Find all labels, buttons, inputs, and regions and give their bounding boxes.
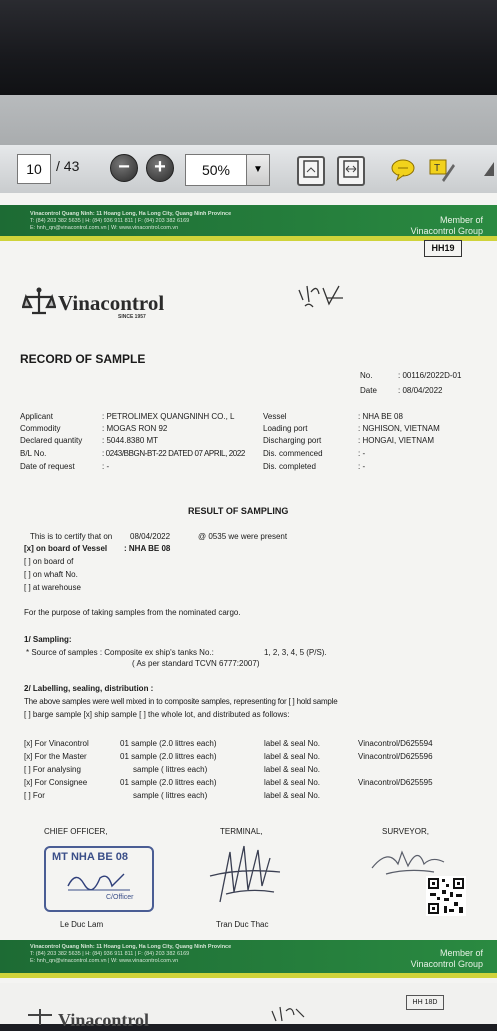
logo-emblem-icon: [22, 287, 56, 322]
labelling-text-2: [ ] barge sample [x] ship sample [ ] the whole lot, and distributed as follows:: [24, 710, 290, 719]
next-page-preview: [0, 983, 497, 1030]
dist-who: [x] For Vinacontrol: [24, 739, 89, 748]
bl-no-label: B/L No.: [20, 449, 47, 458]
certify-time: @ 0535 we were present: [198, 532, 288, 541]
source-of-samples: * Source of samples : Composite ex ship's tanks No.:: [26, 648, 214, 657]
next-logo-emblem-icon: [26, 1009, 54, 1025]
zoom-dropdown-button[interactable]: [246, 154, 270, 186]
check-on-board: [ ] on board of: [24, 557, 74, 566]
toolbar-upper-strip: [0, 95, 497, 145]
no-label: No.: [360, 371, 373, 380]
qr-code-icon: [426, 876, 466, 916]
terminal-name: Tran Duc Thac: [216, 920, 269, 929]
result-heading: RESULT OF SAMPLING: [188, 506, 289, 516]
chevron-down-icon: ▼: [253, 164, 263, 175]
dist-who: [ ] For: [24, 791, 45, 800]
header-line-2: T: (84) 203 382 5635 | H: (84) 936 911 811 | F: (84) 203 382 6169: [30, 218, 190, 224]
next-page-logo: Vinacontrol: [58, 1010, 150, 1030]
labelling-text-1: The above samples were well mixed in to composite samples, representing for [ ] hold sample: [24, 697, 338, 706]
dist-seal: label & seal No.: [264, 778, 321, 787]
stamp-title: MT NHA BE 08: [52, 851, 128, 863]
dis-completed-value: : -: [358, 462, 366, 471]
group-name: Vinacontrol Group: [410, 226, 483, 236]
footer-member-of: Member of: [439, 948, 483, 958]
tank-numbers: 1, 2, 3, 4, 5 (P/S).: [264, 648, 327, 657]
check-on-whaft: [ ] on whaft No.: [24, 570, 78, 579]
dist-qty: 01 sample (2.0 littres each): [120, 752, 217, 761]
footer-line-2: T: (84) 203 382 5635 | H: (84) 936 911 811 | F: (84) 203 382 6169: [30, 951, 190, 957]
date-value: : 08/04/2022: [398, 386, 443, 395]
page-total: / 43: [56, 158, 80, 174]
next-page-code: HH 18D: [406, 995, 444, 1010]
certify-text: This is to certify that on: [30, 532, 113, 541]
dist-seal: label & seal No.: [264, 765, 321, 774]
zoom-level-field[interactable]: 50%: [185, 154, 247, 186]
dist-code: Vinacontrol/D625595: [358, 778, 433, 787]
commodity-label: Commodity: [20, 424, 61, 433]
dist-code: Vinacontrol/D625596: [358, 752, 433, 761]
logo-wordmark: Vinacontrol: [58, 291, 165, 315]
page-title: RECORD OF SAMPLE: [20, 352, 146, 366]
board-vessel-check: [x] on board of Vessel: [24, 544, 108, 553]
stamp-role: C/Officer: [106, 894, 134, 901]
form-code: HH19: [424, 240, 462, 257]
chief-officer-name: Le Duc Lam: [60, 920, 104, 929]
page-number-input[interactable]: 10: [17, 154, 51, 184]
next-initials-signature: [268, 1003, 308, 1023]
highlight-text-icon[interactable]: [428, 156, 452, 182]
date-of-request-value: : -: [102, 462, 110, 471]
panel-arrow-icon[interactable]: [482, 156, 496, 182]
dark-top-bezel: [0, 0, 497, 95]
declared-quantity-value: : 5044.8380 MT: [102, 436, 159, 445]
dist-seal: label & seal No.: [264, 752, 321, 761]
board-vessel-value: : NHA BE 08: [124, 544, 171, 553]
zoom-out-button[interactable]: −: [110, 154, 138, 182]
footer-member: [411, 948, 483, 970]
header-yellow-stripe: [0, 236, 497, 241]
date-of-request-label: Date of request: [20, 462, 75, 471]
initials-signature: [295, 280, 350, 317]
bl-no-value: : 0243/BBGN-BT-22 DATED 07 APRIL, 2022: [102, 449, 245, 458]
zoom-in-button[interactable]: +: [146, 154, 174, 182]
dis-commenced-value: : -: [358, 449, 366, 458]
chief-officer-signature: [64, 866, 134, 894]
svg-text:T: T: [434, 163, 441, 174]
dist-who: [x] For Consignee: [24, 778, 88, 787]
vessel-value: : NHA BE 08: [358, 412, 403, 421]
dist-qty: 01 sample (2.0 littres each): [120, 778, 217, 787]
chief-officer-label: CHIEF OFFICER,: [44, 827, 108, 836]
date-label: Date: [360, 386, 377, 395]
vessel-stamp: [44, 846, 154, 912]
no-value: : 00116/2022D-01: [398, 371, 462, 380]
dist-who: [ ] For analysing: [24, 765, 81, 774]
footer-yellow-stripe: [0, 973, 497, 978]
loading-port-label: Loading port: [263, 424, 308, 433]
comment-icon[interactable]: [390, 156, 414, 182]
sampling-standard: ( As per standard TCVN 6777:2007): [132, 659, 260, 668]
footer-contact: [30, 944, 300, 965]
dist-seal: label & seal No.: [264, 791, 321, 800]
purpose-text: For the purpose of taking samples from the nominated cargo.: [24, 608, 241, 617]
footer-group-name: Vinacontrol Group: [410, 959, 483, 969]
header-line-1: Vinacontrol Quang Ninh: 11 Hoang Long, Ha Long City, Quang Ninh Province: [30, 211, 232, 217]
vessel-label: Vessel: [263, 412, 287, 421]
surveyor-label: SURVEYOR,: [382, 827, 429, 836]
labelling-heading: 2/ Labelling, sealing, distribution :: [24, 684, 154, 693]
certify-date: 08/04/2022: [130, 532, 171, 541]
header-band: [0, 205, 497, 241]
logo-since: SINCE 1957: [118, 314, 146, 320]
applicant-value: : PETROLIMEX QUANGNINH CO., L: [102, 412, 235, 421]
header-contact: [30, 211, 300, 232]
dist-qty: sample ( littres each): [133, 791, 208, 800]
declared-quantity-label: Declared quantity: [20, 436, 83, 445]
footer-line-1: Vinacontrol Quang Ninh: 11 Hoang Long, Ha Long City, Quang Ninh Province: [30, 944, 232, 950]
footer-band: [0, 940, 497, 978]
commodity-value: : MOGAS RON 92: [102, 424, 168, 433]
member-of-label: Member of: [439, 215, 483, 225]
dist-code: Vinacontrol/D625594: [358, 739, 433, 748]
dist-who: [x] For the Master: [24, 752, 87, 761]
check-at-warehouse: [ ] at warehouse: [24, 583, 81, 592]
discharging-port-label: Discharging port: [263, 436, 322, 445]
dis-completed-label: Dis. completed: [263, 462, 316, 471]
dist-seal: label & seal No.: [264, 739, 321, 748]
applicant-label: Applicant: [20, 412, 53, 421]
sampling-heading: 1/ Sampling:: [24, 635, 72, 644]
terminal-label: TERMINAL,: [220, 827, 263, 836]
dist-qty: sample ( littres each): [133, 765, 208, 774]
dis-commenced-label: Dis. commenced: [263, 449, 323, 458]
terminal-signature: [200, 832, 290, 912]
fit-width-icon[interactable]: [337, 156, 365, 186]
header-line-3: E: hnh_qn@vinacontrol.com.vn | W: www.vinacontrol.com.vn: [30, 225, 179, 231]
footer-line-3: E: hnh_qn@vinacontrol.com.vn | W: www.vinacontrol.com.vn: [30, 958, 179, 964]
fit-page-icon[interactable]: [297, 156, 325, 186]
loading-port-value: : NGHISON, VIETNAM: [358, 424, 440, 433]
dist-qty: 01 sample (2.0 littres each): [120, 739, 217, 748]
discharging-port-value: : HONGAI, VIETNAM: [358, 436, 435, 445]
header-member: [411, 215, 483, 237]
